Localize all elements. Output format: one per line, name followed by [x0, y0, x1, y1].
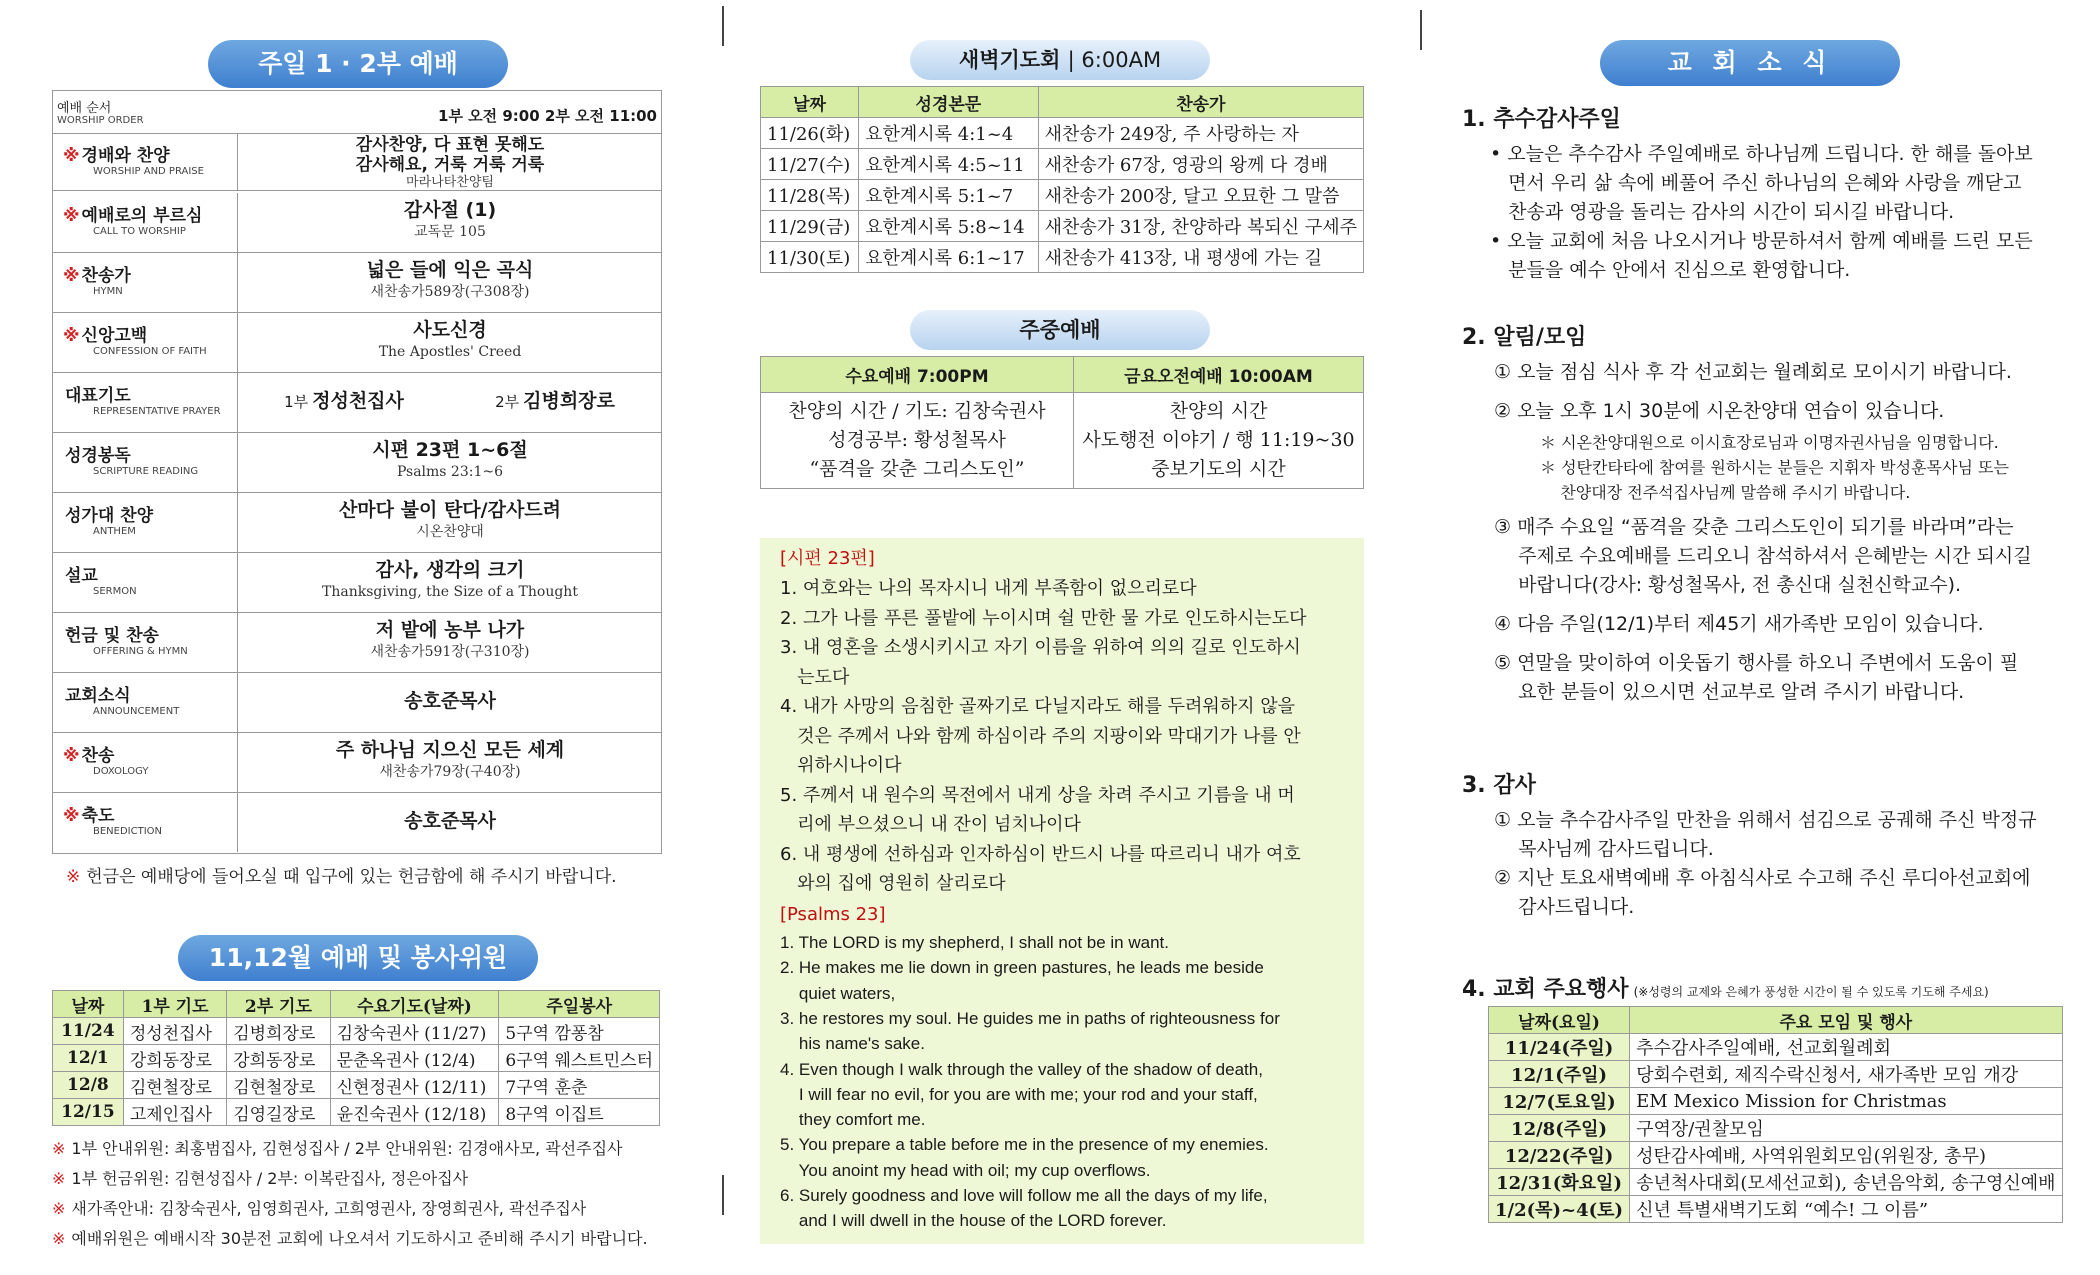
psalm-23-box: [760, 538, 1364, 1244]
order-label-en: BENEDICTION: [93, 826, 163, 837]
order-label: ※ 축도 BENEDICTION: [53, 793, 238, 852]
table-cell: 11/29(금): [761, 211, 859, 242]
order-label-en: HYMN: [93, 286, 123, 297]
worship-title-pill: 주일 1 · 2부 예배: [208, 40, 508, 88]
table-row: [53, 1099, 660, 1126]
order-value-line1: 감사, 생각의 크기: [375, 559, 525, 581]
section-3-title: 3. 감사: [1462, 773, 1536, 798]
section-2-title: 2. 알림/모임: [1462, 325, 1587, 350]
order-label: ※ 찬송 DOXOLOGY: [53, 733, 238, 792]
table-row: [53, 1018, 660, 1045]
table-header: 날짜(요일): [1489, 1007, 1630, 1034]
order-value-line2: 새찬송가589장(구308장): [370, 284, 530, 300]
table-cell: 김창숙권사 (11/27): [330, 1018, 499, 1045]
order-label: ※ 예배로의 부르심 CALL TO WORSHIP: [53, 193, 238, 252]
worship-order-header: [53, 91, 661, 134]
order-value-line1: 저 밭에 농부 나가: [375, 619, 525, 641]
notice-line: 주제로 수요예배를 드리오니 참석하셔서 은혜받는 시간 되시길: [1494, 545, 2032, 567]
servant-note: ※ 1부 헌금위원: 김현성집사 / 2부: 이복란집사, 정은아집사: [52, 1169, 469, 1188]
servants-title-pill: 11,12월 예배 및 봉사위원: [178, 935, 538, 981]
notice-subline: ＊ 시온찬양대원으로 이시효장로님과 이명자권사님을 임명합니다.: [1540, 433, 1999, 452]
notice-line: ⑤ 연말을 맞이하여 이웃돕기 행사를 하오니 주변에서 도움이 필: [1494, 652, 2019, 674]
fri-header: 금요오전예배 10:00AM: [1074, 357, 1364, 393]
table-cell: 신현정권사 (12/11): [330, 1072, 499, 1099]
psalm-ko-line: 것은 주께서 나와 함께 하심이라 주의 지팡이와 막대기가 나를 안: [780, 725, 1301, 747]
psalm-en-line: they comfort me.: [780, 1110, 926, 1130]
notice-line: ① 오늘 점심 식사 후 각 선교회는 월례회로 모이시기 바랍니다.: [1494, 361, 2012, 383]
servant-note: ※ 새가족안내: 김창숙권사, 임영희권사, 고희영권사, 장영희권사, 곽선주집사: [52, 1199, 587, 1218]
order-row: [53, 133, 661, 191]
notice-line: 바랍니다(강사: 황성철목사, 전 총신대 실천신학교수).: [1494, 574, 1962, 596]
table-cell: 새찬송가 413장, 내 평생에 가는 길: [1038, 242, 1363, 273]
table-cell: 12/31(화요일): [1489, 1169, 1630, 1196]
offering-note: ※ 헌금은 예배당에 들어오실 때 입구에 있는 헌금함에 해 주시기 바랍니다.: [66, 867, 617, 887]
table-header: 2부 기도: [227, 991, 330, 1018]
table-cell: 5구역 깜퐁참: [499, 1018, 660, 1045]
section-1-title: 1. 추수감사주일: [1462, 107, 1621, 132]
order-label-en: SERMON: [93, 586, 137, 597]
order-label-en: WORSHIP AND PRAISE: [93, 166, 204, 177]
order-label-ko: 교회소식: [65, 686, 131, 706]
order-value-cell: [239, 433, 661, 492]
table-row: [761, 118, 1364, 149]
order-value-cell: [239, 553, 661, 612]
dawn-title: 새벽기도회: [958, 48, 1061, 72]
servants-table: [52, 990, 660, 1126]
table-cell: 김병희장로: [227, 1018, 330, 1045]
table-cell: 12/8: [53, 1072, 124, 1099]
table-row: [1489, 1169, 2063, 1196]
notice-line: 요한 분들이 있으시면 선교부로 알려 주시기 바랍니다.: [1494, 681, 1965, 703]
table-cell: 1/2(목)~4(토): [1489, 1196, 1630, 1223]
dawn-prayer-table: [760, 86, 1364, 273]
midweek-pill: 주중예배: [910, 310, 1210, 350]
order-label-ko: 예배로의 부르심: [81, 206, 203, 226]
table-cell: 새찬송가 249장, 주 사랑하는 자: [1038, 118, 1363, 149]
order-value: 송호준목사: [404, 690, 496, 712]
order-value-cell: [239, 613, 661, 672]
table-cell: 새찬송가 67장, 영광의 왕께 다 경배: [1038, 149, 1363, 180]
table-header: 날짜: [53, 991, 124, 1018]
table-cell: 요한계시록 5:8~14: [859, 211, 1039, 242]
order-label-en: CONFESSION OF FAITH: [93, 346, 207, 357]
order-label: [53, 553, 238, 612]
table-header: 주일봉사: [499, 991, 660, 1018]
table-cell: 요한계시록 4:5~11: [859, 149, 1039, 180]
order-label-en: ANTHEM: [93, 526, 136, 537]
servant-note: ※ 예배위원은 예배시작 30분전 교회에 나오셔서 기도하시고 준비해 주시기 바랍니다.: [52, 1229, 648, 1248]
order-value-line1: 주 하나님 지으신 모든 세계: [335, 739, 565, 761]
thanks-line: 감사드립니다.: [1494, 896, 1635, 918]
psalm-en-line: I will fear no evil, for you are with me; your rod and your staff,: [780, 1084, 1258, 1104]
order-row: [53, 193, 661, 253]
service-times: 1부 오전 9:00 2부 오전 11:00: [438, 107, 657, 125]
table-cell: 11/24(주일): [1489, 1034, 1630, 1061]
table-cell: 12/7(토요일): [1489, 1088, 1630, 1115]
table-cell: 요한계시록 5:1~7: [859, 180, 1039, 211]
psalm-ko-line: 위하시나이다: [780, 755, 902, 776]
table-cell: 11/24: [53, 1018, 124, 1045]
psalm-en-line: 3. he restores my soul. He guides me in paths of righteousness for: [780, 1008, 1280, 1028]
table-row: [1489, 1034, 2063, 1061]
table-cell: 문춘옥권사 (12/4): [330, 1045, 499, 1072]
table-cell: 송년척사대회(모세선교회), 송년음악회, 송구영신예배: [1630, 1169, 2062, 1196]
thanks-line: ① 오늘 추수감사주일 만찬을 위해서 섬김으로 공궤해 주신 박정규: [1494, 809, 2037, 831]
order-label-ko: 성가대 찬양: [65, 506, 154, 526]
news-line: • 오늘은 추수감사 주일예배로 하나님께 드립니다. 한 해를 돌아보: [1490, 143, 2033, 165]
order-label-ko: 신앙고백: [81, 326, 148, 346]
news-line: 분들을 예수 안에서 진심으로 환영합니다.: [1490, 259, 1851, 281]
table-cell: 추수감사주일예배, 선교회월례회: [1630, 1034, 2062, 1061]
order-label-ko: 헌금 및 찬송: [65, 626, 159, 646]
table-row: [761, 180, 1364, 211]
order-label-ko: 대표기도: [65, 386, 131, 406]
section-4-note: (※성령의 교제와 은혜가 풍성한 시간이 될 수 있도록 기도해 주세요): [1633, 985, 1989, 999]
table-cell: 정성천집사: [123, 1018, 226, 1045]
psalm-ko-line: 4. 내가 사망의 음침한 골짜기로 다닐지라도 해를 두려워하지 않을: [780, 696, 1296, 717]
order-value-cell: [239, 253, 661, 312]
order-row: [53, 493, 661, 553]
table-cell: 7구역 훈춘: [499, 1072, 660, 1099]
order-value-line2: 마라나타찬양팀: [406, 175, 494, 190]
order-row: [53, 733, 661, 793]
psalm-en-line: You anoint my head with oil; my cup overflows.: [780, 1160, 1151, 1180]
news-line: 찬송과 영광을 돌리는 감사의 시간이 되시길 바랍니다.: [1490, 201, 1955, 223]
table-cell: 당회수련회, 제직수락신청서, 새가족반 모임 개강: [1630, 1061, 2062, 1088]
fri-content: 찬양의 시간 사도행전 이야기 / 행 11:19~30 중보기도의 시간: [1074, 393, 1364, 489]
order-row: [53, 433, 661, 493]
order-label-en: CALL TO WORSHIP: [93, 226, 186, 237]
psalm-ko-line: 6. 내 평생에 선하심과 인자하심이 반드시 나를 따르리니 내가 여호: [780, 843, 1301, 865]
order-value-cell: [239, 493, 661, 552]
psalm-ko-line: 는도다: [780, 666, 850, 688]
table-row: [761, 149, 1364, 180]
table-cell: 강희동장로: [227, 1045, 330, 1072]
table-cell: 11/27(수): [761, 149, 859, 180]
table-cell: 12/8(주일): [1489, 1115, 1630, 1142]
notice-line: ④ 다음 주일(12/1)부터 제45기 새가족반 모임이 있습니다.: [1494, 613, 1984, 635]
order-label: [53, 433, 238, 492]
order-value-cell: [239, 373, 661, 432]
part2-prayer: 2부 김병희장로: [495, 390, 615, 412]
table-cell: 요한계시록 4:1~4: [859, 118, 1039, 149]
order-label: ※ 찬송가 HYMN: [53, 253, 238, 312]
psalm-en-line: 4. Even though I walk through the valley of the shadow of death,: [780, 1059, 1263, 1079]
column-divider-1: [722, 6, 724, 46]
order-value-line1b: 감사해요, 거룩 거룩 거룩: [355, 155, 545, 175]
order-value-line2: The Apostles' Creed: [378, 344, 522, 360]
psalm-en-line: 5. You prepare a table before me in the presence of my enemies.: [780, 1135, 1269, 1155]
order-value-line2: 교독문 105: [414, 224, 486, 240]
order-row: [53, 673, 661, 733]
psalm-en-line: his name's sake.: [780, 1034, 925, 1054]
table-row: [761, 211, 1364, 242]
order-label: ※ 신앙고백 CONFESSION OF FAITH: [53, 313, 238, 372]
order-label-ko: 찬송: [81, 746, 115, 766]
table-cell: 신년 특별새벽기도회 “예수! 그 이름”: [1630, 1196, 2062, 1223]
order-label-ko: 성경봉독: [65, 446, 131, 466]
order-value-line1: 시편 23편 1~6절: [372, 439, 528, 461]
section-4-title: 4. 교회 주요행사: [1462, 977, 1629, 1002]
order-label-en: ANNOUNCEMENT: [93, 706, 180, 717]
order-label-en: REPRESENTATIVE PRAYER: [93, 406, 221, 417]
table-row: [1489, 1196, 2063, 1223]
order-value-cell: [239, 733, 661, 792]
table-row: [1489, 1088, 2063, 1115]
order-label-en: SCRIPTURE READING: [93, 466, 199, 477]
news-line: • 오늘 교회에 처음 나오시거나 방문하셔서 함께 예배를 드린 모든: [1490, 230, 2033, 252]
order-value-line1: 산마다 불이 탄다/감사드려: [338, 499, 562, 521]
table-cell: 김현철장로: [123, 1072, 226, 1099]
column-divider-1b: [722, 1175, 724, 1215]
order-label: [53, 493, 238, 552]
order-value-cell: [239, 793, 661, 852]
order-label-en: WORSHIP ORDER: [57, 115, 144, 126]
table-cell: 김영길장로: [227, 1099, 330, 1126]
notice-subline: 찬양대장 전주석집사님께 말씀해 주시기 바랍니다.: [1540, 483, 1911, 502]
order-value-line1: 사도신경: [413, 319, 487, 341]
order-value-line2: 시온찬양대: [416, 524, 484, 540]
order-label-ko: 찬송가: [81, 266, 131, 286]
table-header: 성경본문: [859, 87, 1039, 118]
order-row: [53, 793, 661, 852]
table-cell: 12/1: [53, 1045, 124, 1072]
news-line: 면서 우리 삶 속에 베풀어 주신 하나님의 은혜와 사랑을 깨닫고: [1490, 172, 2022, 194]
order-value-cell: [239, 313, 661, 372]
psalm-ko-line: 와의 집에 영원히 살리로다: [780, 873, 1006, 894]
thanks-line: 목사님께 감사드립니다.: [1494, 838, 1714, 860]
table-cell: 11/30(토): [761, 242, 859, 273]
table-header: 찬송가: [1038, 87, 1363, 118]
order-label: [53, 373, 238, 432]
table-cell: 윤진숙권사 (12/18): [330, 1099, 499, 1126]
dawn-time: | 6:00AM: [1067, 48, 1162, 72]
table-cell: 8구역 이집트: [499, 1099, 660, 1126]
news-title-pill: 교 회 소 식: [1600, 40, 1900, 86]
worship-order-box: [52, 90, 662, 854]
servant-note: ※ 1부 안내위원: 최홍범집사, 김현성집사 / 2부 안내위원: 김경애사모, 곽선주집사: [52, 1139, 623, 1158]
order-row: [53, 373, 661, 433]
table-row: [1489, 1061, 2063, 1088]
table-cell: 강희동장로: [123, 1045, 226, 1072]
notice-line: ② 오늘 오후 1시 30분에 시온찬양대 연습이 있습니다.: [1494, 400, 1945, 422]
table-row: [53, 1045, 660, 1072]
table-cell: 새찬송가 31장, 찬양하라 복되신 구세주: [1038, 211, 1363, 242]
order-row: [53, 553, 661, 613]
part1-prayer: 1부 정성천집사: [284, 390, 404, 412]
order-row: [53, 253, 661, 313]
order-label-ko: 예배 순서: [57, 101, 112, 116]
table-header: 날짜: [761, 87, 859, 118]
table-row: [1489, 1142, 2063, 1169]
order-label: [53, 613, 238, 672]
table-cell: 6구역 웨스트민스터: [499, 1045, 660, 1072]
table-cell: 12/1(주일): [1489, 1061, 1630, 1088]
psalm-ko-line: 2. 그가 나를 푸른 풀밭에 누이시며 쉴 만한 물 가로 인도하시는도다: [780, 607, 1307, 629]
table-row: [1489, 1115, 2063, 1142]
psalm-en-line: 6. Surely goodness and love will follow me all the days of my life,: [780, 1186, 1268, 1205]
order-value-cell: [239, 133, 661, 190]
order-label-ko: 경배와 찬양: [81, 146, 170, 166]
order-value-line1: 감사절 (1): [403, 199, 497, 221]
order-label: [53, 673, 238, 732]
order-label-en: DOXOLOGY: [93, 766, 149, 777]
column-divider-2: [1420, 10, 1422, 50]
psalm-en-line: 2. He makes me lie down in green pastures, he leads me beside: [780, 958, 1264, 978]
notice-subline: ＊ 성탄칸타타에 참여를 원하시는 분들은 지휘자 박성훈목사님 또는: [1540, 458, 2009, 477]
events-table: [1488, 1006, 2063, 1223]
order-label-ko: 축도: [81, 806, 115, 826]
table-row: [53, 1072, 660, 1099]
psalm-ko-title: [시편 23편]: [780, 548, 875, 569]
dawn-prayer-pill: [910, 40, 1210, 80]
notice-line: ③ 매주 수요일 “품격을 갖춘 그리스도인이 되기를 바라며”라는: [1494, 516, 2014, 538]
psalm-ko-line: 리에 부으셨으니 내 잔이 넘치나이다: [780, 814, 1081, 835]
psalm-en-line: 1. The LORD is my shepherd, I shall not be in want.: [780, 933, 1169, 952]
wed-header: 수요예배 7:00PM: [761, 357, 1074, 393]
psalm-en-title: [Psalms 23]: [780, 904, 886, 925]
order-value-cell: [239, 193, 661, 252]
order-value-line2: 새찬송가591장(구310장): [370, 644, 530, 660]
thanks-line: ② 지난 토요새벽예배 후 아침식사로 수고해 주신 루디아선교회에: [1494, 867, 2031, 889]
table-cell: 새찬송가 200장, 달고 오묘한 그 말씀: [1038, 180, 1363, 211]
order-label-en: OFFERING & HYMN: [93, 646, 188, 657]
table-cell: 12/15: [53, 1099, 124, 1126]
table-cell: 고제인집사: [123, 1099, 226, 1126]
table-cell: 김현철장로: [227, 1072, 330, 1099]
table-cell: 12/22(주일): [1489, 1142, 1630, 1169]
table-header: 수요기도(날짜): [330, 991, 499, 1018]
table-row: [761, 242, 1364, 273]
order-row: [53, 313, 661, 373]
psalm-ko-line: 3. 내 영혼을 소생시키시고 자기 이름을 위하여 의의 길로 인도하시: [780, 637, 1301, 658]
order-value-line1: 감사찬양, 다 표현 못해도: [355, 135, 545, 155]
midweek-table: [760, 356, 1364, 489]
order-value-cell: [239, 673, 661, 732]
order-row: [53, 613, 661, 673]
order-value-line2: 새찬송가79장(구40장): [379, 764, 521, 780]
order-label: ※ 경배와 찬양 WORSHIP AND PRAISE: [53, 133, 238, 190]
table-header: 1부 기도: [123, 991, 226, 1018]
table-cell: 11/26(화): [761, 118, 859, 149]
table-header: 주요 모임 및 행사: [1630, 1007, 2062, 1034]
psalm-en-line: quiet waters,: [780, 983, 896, 1003]
table-cell: EM Mexico Mission for Christmas: [1630, 1088, 2062, 1115]
order-label-ko: 설교: [65, 566, 98, 586]
psalm-ko-line: 5. 주께서 내 원수의 목전에서 내게 상을 차려 주시고 기름을 내 머: [780, 784, 1295, 806]
table-cell: 성탄감사예배, 사역위원회모임(위원장, 총무): [1630, 1142, 2062, 1169]
table-cell: 11/28(목): [761, 180, 859, 211]
psalm-en-line: and I will dwell in the house of the LORD forever.: [780, 1211, 1167, 1231]
table-cell: 요한계시록 6:1~17: [859, 242, 1039, 273]
order-value: 송호준목사: [404, 810, 496, 832]
table-cell: 구역장/권찰모임: [1630, 1115, 2062, 1142]
section-4-heading: [1462, 972, 1989, 1003]
psalm-ko-line: 1. 여호와는 나의 목자시니 내게 부족함이 없으리로다: [780, 578, 1197, 599]
order-value-line1: 넓은 들에 익은 곡식: [366, 259, 534, 281]
wed-content: 찬양의 시간 / 기도: 김창숙권사 성경공부: 황성철목사 “품격을 갖춘 그리스도인”: [761, 393, 1074, 489]
order-value-line2: Psalms 23:1~6: [396, 464, 504, 480]
order-value-line2: Thanksgiving, the Size of a Thought: [322, 584, 578, 600]
